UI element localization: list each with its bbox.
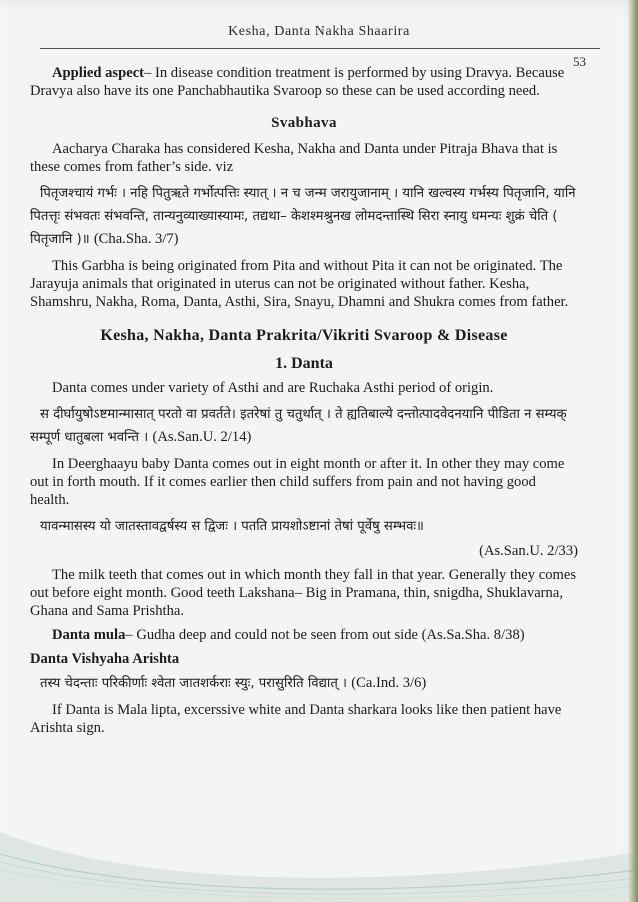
svabhava-heading: Svabhava bbox=[271, 115, 337, 131]
running-head: Kesha, Danta Nakha Shaarira bbox=[228, 24, 410, 39]
deerghaayu-paragraph: In Deerghaayu baby Danta comes out in eight month or after it. In other they may come out in forth mouth. If it comes earlier then child suffers from pain and not having good health. bbox=[30, 456, 565, 508]
verse-reference: (As.San.U. 2/14) bbox=[152, 429, 252, 445]
page-number: 53 bbox=[573, 54, 586, 69]
page-content bbox=[30, 64, 578, 743]
danta-intro: Danta comes under variety of Asthi and are Ruchaka Asthi period of origin. bbox=[52, 380, 494, 396]
arishta-paragraph: If Danta is Mala lipta, excerssive white and Danta sharkara looks like then patient have Arishta sign. bbox=[30, 702, 562, 736]
milk-teeth-paragraph: The milk teeth that comes out in which month they fall in that year. Generally they comes out before eight month. Good teeth Lakshana– Big in Pramana, thin, snigdha, Shuklavarna, Ghana and Sama Prishtha. bbox=[30, 567, 577, 619]
svabhava-explanation: This Garbha is being originated from Pita and without Pita it can not be originated. The Jarayuja animals that originated in uterus can not be originated without father. Kesha, Shamshru, Nakha, Roma, Danta, Asthi, Sira, Snayu, Dhamni and Shukra comes from father. bbox=[30, 258, 569, 310]
applied-aspect-text: – In disease condition treatment is performed by using Dravya. Because Dravya also have its one Panchabhautika Svaroop so these can be used according need. bbox=[30, 65, 565, 99]
decorative-wave-footer bbox=[0, 792, 638, 902]
verse-text: पितृजश्चायं गर्भः । नहि पितुऋते गर्भोत्पत्तिः स्यात् । न च जन्म जरायुजानाम् । यानि खल्वस्य गर्भस्य पितृजानि, यानि पितत्तृः संभवतः संभवन्ति, तान्यनुव्याख्यास्यामः, तद्यथा– केशश्मश्रुनख लोमदन्तास्थि सिरा स्नायु धमन्यः शुक्रं चेति ( पितृजानि )॥ bbox=[30, 186, 576, 247]
verse-reference: (Cha.Sha. 3/7) bbox=[93, 231, 179, 247]
sanskrit-verse-cha-sha bbox=[30, 182, 578, 251]
verse-reference: (As.San.U. 2/33) bbox=[479, 543, 578, 559]
sanskrit-verse-as-san-14 bbox=[30, 403, 578, 449]
applied-aspect-paragraph bbox=[30, 64, 578, 100]
applied-aspect-label: Applied aspect bbox=[52, 65, 145, 81]
sanskrit-verse-ca-ind bbox=[30, 672, 578, 695]
section-title: Kesha, Nakha, Danta Prakrita/Vikriti Svaroop & Disease bbox=[100, 327, 508, 344]
header-rule bbox=[40, 48, 600, 49]
verse-text: स दीर्घायुषोऽष्टमान्मासात् परतो वा प्रवर्तते। इतरेषां तु चतुर्थात् । ते ह्यतिबाल्ये दन्तोत्पादवेदनयानि पीडिता न सम्यक् सम्पूर्ण धातुबला भवन्ति । bbox=[30, 407, 567, 445]
danta-mula-paragraph bbox=[30, 626, 578, 644]
verse-reference: (Ca.Ind. 3/6) bbox=[351, 675, 427, 691]
verse-text: तस्य चेदन्ताः परिकीर्णाः श्वेता जातशर्कराः स्युः, परासुरिति विद्यात् । bbox=[40, 676, 348, 691]
svabhava-paragraph: Aacharya Charaka has considered Kesha, Nakha and Danta under Pitraja Bhava that is these comes from father’s side. viz bbox=[30, 141, 558, 175]
danta-mula-text: – Gudha deep and could not be seen from out side (As.Sa.Sha. 8/38) bbox=[125, 627, 525, 643]
arishta-heading: Danta Vishyaha Arishta bbox=[30, 651, 180, 667]
sanskrit-verse-as-san-33: यावन्मासस्य यो जातस्तावद्वर्षस्य स द्विजः । पतति प्रायशोऽष्टानां तेषां पूर्वेषु सम्भवः॥ bbox=[40, 519, 424, 534]
danta-mula-label: Danta mula bbox=[52, 627, 126, 643]
danta-heading: 1. Danta bbox=[275, 355, 333, 372]
